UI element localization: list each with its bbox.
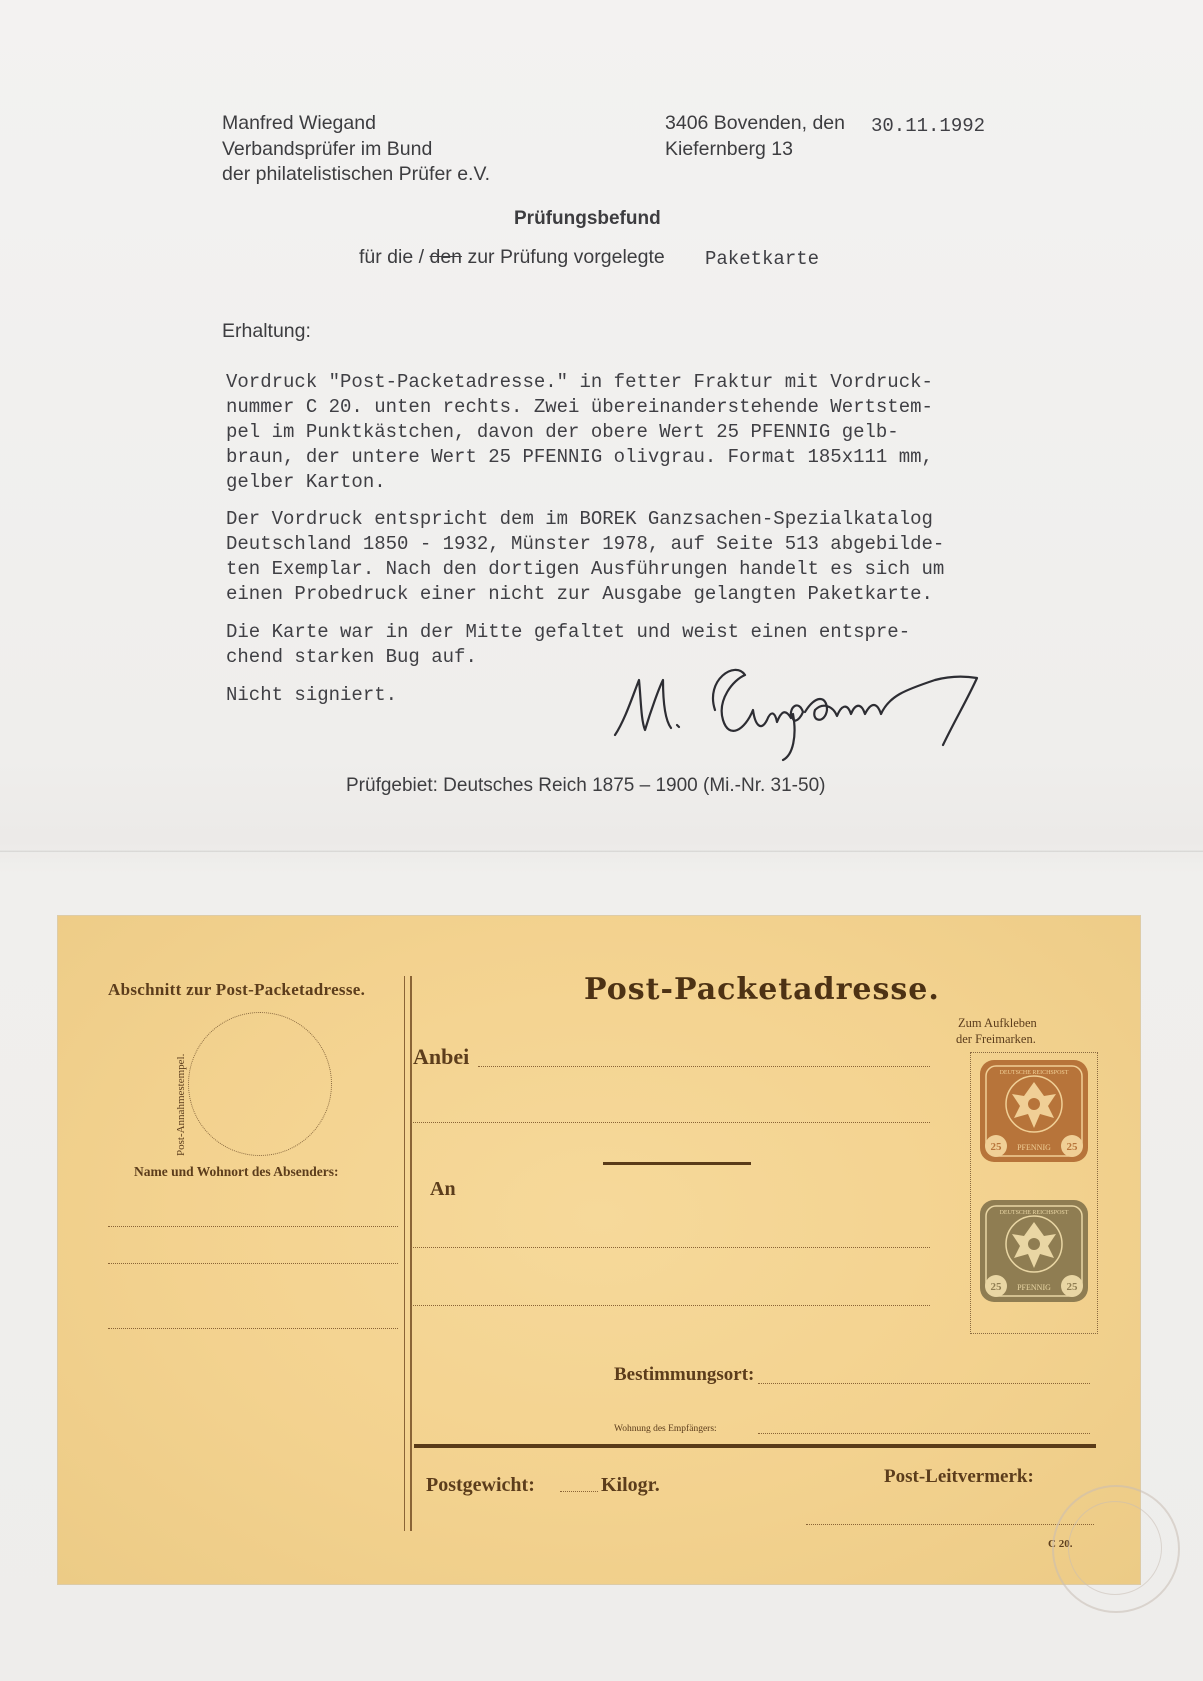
address-line [413, 1247, 930, 1248]
examination-area: Prüfgebiet: Deutsches Reich 1875 – 1900 (Mi.-Nr. 31-50) [346, 775, 826, 796]
stamp-hint-1: Zum Aufkleben [958, 1016, 1037, 1030]
card-title: Post-Packetadresse. [584, 972, 940, 1007]
svg-text:DEUTSCHE REICHSPOST: DEUTSCHE REICHSPOST [999, 1070, 1069, 1076]
svg-text:25: 25 [1066, 1281, 1078, 1293]
not-signed-note: Nicht signiert. [226, 684, 398, 706]
residence-line [758, 1433, 1090, 1434]
body-line: Vordruck "Post-Packetadresse." in fetter Fraktur mit Vordruck- [226, 371, 933, 393]
postmark-circle [188, 1012, 332, 1156]
field-weight-label: Postgewicht: [426, 1474, 535, 1496]
sender-title: Verbandsprüfer im Bund [222, 138, 433, 160]
perforation-line [410, 976, 412, 1531]
svg-text:25: 25 [990, 1281, 1002, 1293]
subject-suffix: zur Prüfung vorgelegte [467, 246, 665, 268]
address-line [413, 1305, 930, 1306]
sender-line [108, 1226, 398, 1227]
anbei-line [478, 1066, 930, 1067]
heavy-rule [414, 1444, 1096, 1448]
svg-text:PFENNIG: PFENNIG [1017, 1143, 1051, 1152]
perforation-line [404, 976, 405, 1531]
document-heading: Prüfungsbefund [514, 208, 661, 229]
handwritten-signature [605, 650, 1045, 770]
embossed-seal-inner [1068, 1501, 1162, 1595]
postmark-circle-label: Post-Annahmestempel. [175, 1053, 187, 1156]
sender-city: 3406 Bovenden, den [665, 112, 845, 134]
subject-struck-word: den [429, 246, 463, 268]
body-line: chend starken Bug auf. [226, 646, 477, 668]
body-line: Die Karte war in der Mitte gefaltet und weist einen entspre- [226, 621, 911, 643]
field-weight-unit: Kilogr. [601, 1474, 660, 1496]
stamp-25-pfennig-olive [978, 1198, 1090, 1304]
body-line: Deutschland 1850 - 1932, Münster 1978, auf Seite 513 abgebilde- [226, 533, 945, 555]
body-line: pel im Punktkästchen, davon der obere Wert 25 PFENNIG gelb- [226, 421, 899, 443]
body-line: braun, der untere Wert 25 PFENNIG olivgrau. Format 185x111 mm, [226, 446, 933, 468]
svg-text:25: 25 [1066, 1141, 1078, 1153]
condition-label: Erhaltung: [222, 320, 311, 342]
weight-line [560, 1491, 598, 1492]
form-number: C 20. [1048, 1538, 1073, 1550]
sender-association: der philatelistischen Prüfer e.V. [222, 163, 491, 185]
sender-field-label: Name und Wohnort des Absenders: [134, 1164, 339, 1179]
sender-line [108, 1263, 398, 1264]
sender-name: Manfred Wiegand [222, 112, 376, 134]
sender-line [108, 1328, 398, 1329]
body-line: einen Probedruck einer nicht zur Ausgabe gelangten Paketkarte. [226, 583, 933, 605]
destination-line [758, 1383, 1090, 1384]
field-routing-label: Post-Leitvermerk: [884, 1466, 1034, 1487]
stub-title: Abschnitt zur Post-Packetadresse. [108, 980, 366, 999]
subject-line [359, 246, 665, 269]
svg-text:DEUTSCHE REICHSPOST: DEUTSCHE REICHSPOST [999, 1210, 1069, 1216]
body-line: nummer C 20. unten rechts. Zwei übereinanderstehende Wertstem- [226, 396, 933, 418]
field-destination-label: Bestimmungsort: [614, 1364, 755, 1385]
anbei-line [413, 1122, 930, 1123]
svg-text:25: 25 [990, 1141, 1002, 1153]
routing-line [806, 1524, 1094, 1525]
svg-text:PFENNIG: PFENNIG [1017, 1283, 1051, 1292]
letter-date: 30.11.1992 [871, 115, 986, 137]
field-anbei-label: Anbei [413, 1044, 470, 1069]
stamp-hint-2: der Freimarken. [956, 1032, 1036, 1046]
body-line: ten Exemplar. Nach den dortigen Ausführungen handelt es sich um [226, 558, 945, 580]
field-an-label: An [430, 1178, 456, 1200]
body-line: gelber Karton. [226, 471, 386, 493]
sender-street: Kiefernberg 13 [665, 138, 793, 160]
stamp-25-pfennig-brown [978, 1058, 1090, 1164]
fold-crease [0, 850, 1203, 853]
subject-item: Paketkarte [705, 248, 820, 270]
divider-bar [603, 1162, 751, 1165]
field-residence-label: Wohnung des Empfängers: [614, 1424, 717, 1434]
parcel-card [58, 916, 1140, 1584]
body-line: Der Vordruck entspricht dem im BOREK Ganzsachen-Spezialkatalog [226, 508, 933, 530]
subject-prefix: für die / [359, 246, 425, 268]
